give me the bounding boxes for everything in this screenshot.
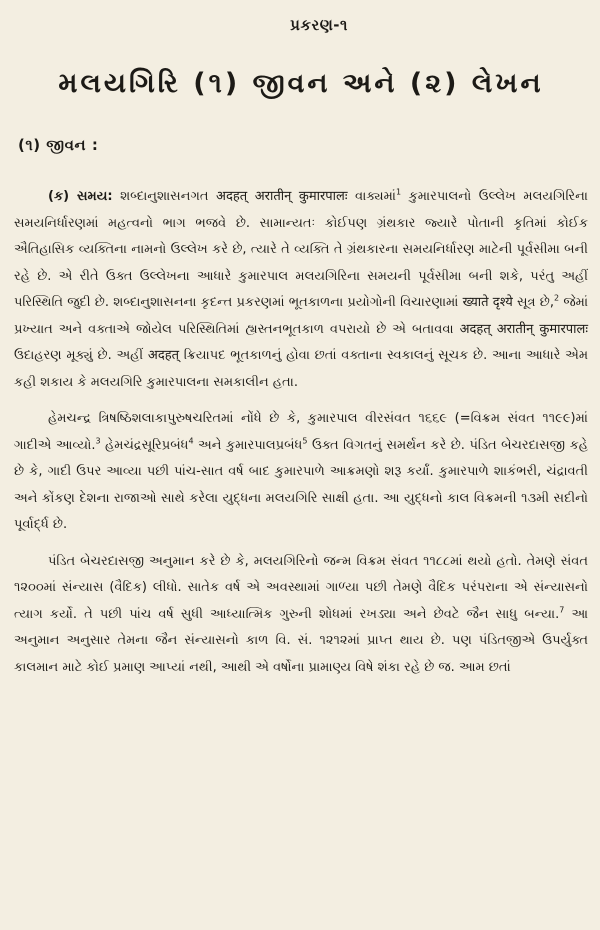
paragraph-text: હેમચંદ્રસૂરિપ્રબંધ <box>100 437 189 453</box>
paragraph-text: કુમારપાલનો ઉલ્લેખ મલયગિરિના સમયનિર્ધારણમાં મહત્વનો ભાગ ભજવે છે. સામાન્યતઃ કોઈપણ ગ્રંથકાર જ્યારે પોતાની કૃતિમાં કોઈક ઐતિહાસિક વ્યક્તિના નામનો ઉલ્લેખ કરે છે, ત્યારે તે વ્યક્તિ તે ગ્રંથકારના સમયનિર્ધારણ માટેની પૂર્વસીમા બની રહે છે. એ રીતે ઉક્ત ઉલ્લેખના આધારે કુમારપાલ મલયગિરિના સમયની પૂર્વસીમા બની શકે, પરંતુ અહીં પરિસ્થિતિ જુદી છે. શબ્દાનુશાસનના કૃદન્ત પ્રકરણમાં ભૂતકાળના પ્રયોગોની વિચારણામાં ख्याते दृश्ये સૂત્ર છે, <box>14 189 588 310</box>
section-heading: (૧) જીવન : <box>18 136 99 154</box>
paragraph-bechardas <box>14 549 588 682</box>
footnote-marker: 1 <box>395 187 402 197</box>
paragraph-text: હેમચન્દ્ર ત્રિષષ્ઠિશલાકાપુરુષચરિતમાં નોંધે છે કે, કુમારપાલ વીરસંવત ૧૬૬૯ (=વિક્રમ સંવત ૧૧૯૯)માં ગાદીએ આવ્યો. <box>14 411 588 453</box>
paragraph-hemchandra <box>14 406 588 539</box>
footnote-marker: 2 <box>554 293 560 303</box>
footnote-marker: 4 <box>188 436 194 446</box>
paragraph-text: શબ્દાનુશાસનગત अदहत् अरातीन् कुमारपालः વાક્યમાં <box>112 189 396 204</box>
paragraph-lead: (ક) સમય: <box>48 189 113 204</box>
footnote-marker: 7 <box>559 605 565 615</box>
footnote-marker: 5 <box>302 436 308 446</box>
paragraph-samay <box>14 184 588 396</box>
chapter-title: મલયગિરિ (૧) જીવન અને (૨) લેખન <box>58 68 544 99</box>
paragraph-text: આ અનુમાન અનુસાર તેમના જૈન સંન્યાસનો કાળ વિ. સં. ૧૨૧૨માં પ્રાપ્ત થાય છે. પણ પંડિતજીએ ઉપર્યુક્ત કાલમાન માટે કોઈ પ્રમાણ આપ્યાં નથી, આથી એ વર્ષોના પ્રામાણ્ય વિષે શંકા રહે છે જ. આમ છતાં <box>14 606 589 675</box>
paragraph-text: ઉક્ત વિગતનું સમર્થન કરે છે. પંડિત બેચરદાસજી કહે છે કે, ગાદી ઉપર આવ્યા પછી પાંચ-સાત વર્ષ બાદ કુમારપાળે આક્રમણો શરૂ કર્યાં. કુમારપાળે શાકંભરી, ચંદ્રાવતી અને કોંકણ દેશના રાજાઓ સાથે કરેલા યુદ્ધના મલયગિરિ સાક્ષી હતા. આ યુદ્ધનો કાલ વિક્રમની ૧૩મી સદીનો પૂર્વાર્દ્ધ છે. <box>14 437 588 532</box>
running-head: પ્રકરણ-૧ <box>290 16 348 34</box>
paragraph-text: જેમાં પ્રખ્યાત અને વક્તાએ જોયેલ પરિસ્થિતિમાં હ્યસ્તનભૂતકાળ વપરાયો છે એ બતાવવા अदहत् अरातीन् कुमारपालः ઉદાહરણ મૂક્યું છે. અહીં अदहत् ક્રિયાપદ ભૂતકાળનું હોવા છતાં વક્તાના સ્વકાલનું સૂચક છે. આના આધારે એમ કહી શકાય કે મલયગિરિ કુમારપાલના સમકાલીન હતા. <box>14 295 589 390</box>
paragraph-text: પંડિત બેચરદાસજી અનુમાન કરે છે કે, મલયગિરિનો જન્મ વિક્રમ સંવત ૧૧૮૮માં થયો હતો. તેમણે સંવત ૧૨૦૦માં સંન્યાસ (વૈદિક) લીધો. સાતેક વર્ષ એ અવસ્થામાં ગાળ્યા પછી તેમણે વૈદિક પરંપરાના એ સંન્યાસનો ત્યાગ કર્યો. તે પછી પાંચ વર્ષ સુધી આધ્યાત્મિક ગુરુની શોધમાં રખડ્યા અને છેવટે જૈન સાધુ બન્યા. <box>14 553 588 622</box>
paragraph-text: અને કુમારપાલપ્રબંધ <box>193 437 303 453</box>
footnote-marker: 3 <box>95 436 101 446</box>
